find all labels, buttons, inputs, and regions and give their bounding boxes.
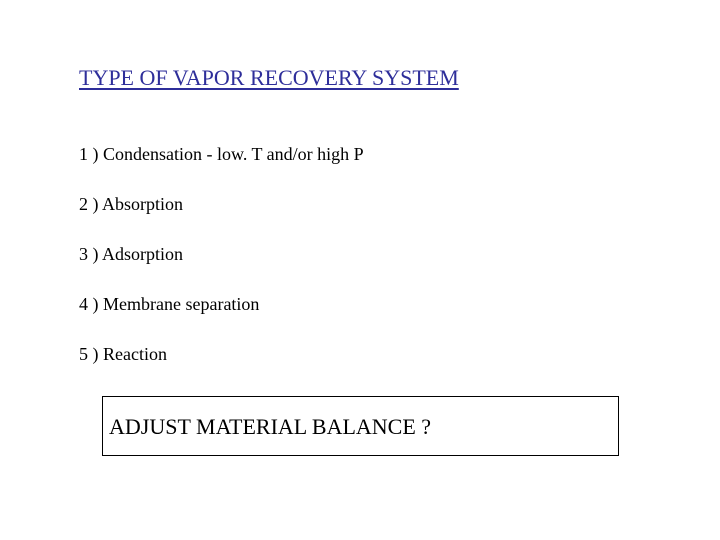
list-item-number: 2 ) (79, 194, 99, 214)
list-item-number: 1 ) (79, 144, 99, 164)
list-item (79, 292, 364, 342)
list-item-text: Absorption (102, 194, 184, 214)
callout-box (102, 396, 619, 456)
recovery-system-list (79, 142, 364, 392)
list-item (79, 242, 364, 292)
slide-title: TYPE OF VAPOR RECOVERY SYSTEM (79, 65, 459, 90)
list-item-text: Membrane separation (103, 294, 260, 314)
list-item-number: 3 ) (79, 244, 99, 264)
list-item (79, 192, 364, 242)
list-item-text: Reaction (103, 344, 167, 364)
callout-text: ADJUST MATERIAL BALANCE ? (109, 414, 432, 439)
list-item-text: Adsorption (102, 244, 184, 264)
list-item (79, 142, 364, 192)
list-item-number: 5 ) (79, 344, 99, 364)
list-item (79, 342, 364, 392)
list-item-text: Condensation - low. T and/or high P (103, 144, 364, 164)
list-item-number: 4 ) (79, 294, 99, 314)
